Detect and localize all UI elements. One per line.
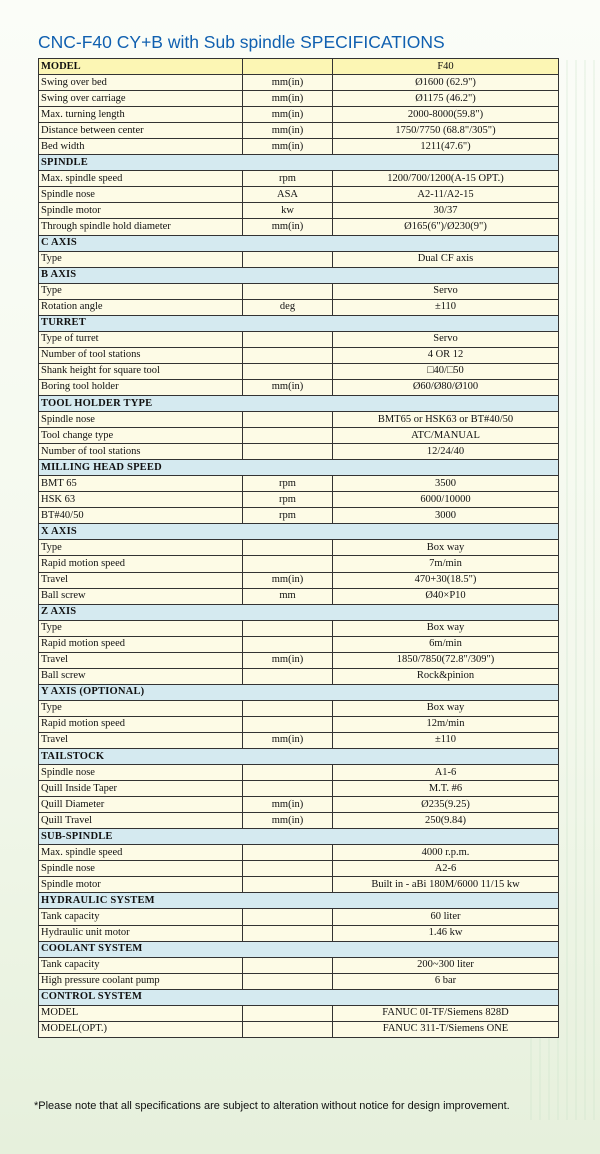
spec-unit bbox=[243, 540, 333, 556]
spec-label: Tool change type bbox=[39, 428, 243, 444]
spec-value: Ø1175 (46.2") bbox=[333, 91, 559, 107]
spec-value: ±110 bbox=[333, 732, 559, 748]
spec-row bbox=[39, 75, 559, 91]
spec-label: Spindle nose bbox=[39, 412, 243, 428]
spec-value: 1750/7750 (68.8"/305") bbox=[333, 123, 559, 139]
spec-row bbox=[39, 219, 559, 235]
spec-unit bbox=[243, 668, 333, 684]
spec-row bbox=[39, 492, 559, 508]
spec-table bbox=[38, 58, 559, 1038]
section-title: SPINDLE bbox=[39, 155, 559, 171]
spec-row bbox=[39, 203, 559, 219]
section-title: COOLANT SYSTEM bbox=[39, 941, 559, 957]
spec-value: Ø60/Ø80/Ø100 bbox=[333, 379, 559, 395]
footnote: *Please note that all specifications are subject to alteration without notice for design improvement. bbox=[34, 1100, 510, 1112]
spec-label: Type bbox=[39, 540, 243, 556]
section-title: TOOL HOLDER TYPE bbox=[39, 395, 559, 411]
spec-unit bbox=[243, 925, 333, 941]
section-header-row bbox=[39, 460, 559, 476]
spec-row bbox=[39, 909, 559, 925]
spec-row bbox=[39, 765, 559, 781]
spec-row bbox=[39, 957, 559, 973]
spec-label: Quill Inside Taper bbox=[39, 781, 243, 797]
spec-label: Spindle motor bbox=[39, 877, 243, 893]
spec-row bbox=[39, 347, 559, 363]
section-title: HYDRAULIC SYSTEM bbox=[39, 893, 559, 909]
spec-row bbox=[39, 428, 559, 444]
spec-value: 12m/min bbox=[333, 716, 559, 732]
spec-value: 7m/min bbox=[333, 556, 559, 572]
spec-unit bbox=[243, 781, 333, 797]
spec-unit: mm(in) bbox=[243, 379, 333, 395]
spec-row bbox=[39, 1021, 559, 1037]
section-header-row bbox=[39, 829, 559, 845]
spec-value: M.T. #6 bbox=[333, 781, 559, 797]
spec-label: Ball screw bbox=[39, 588, 243, 604]
spec-label: Travel bbox=[39, 572, 243, 588]
spec-unit bbox=[243, 861, 333, 877]
spec-row bbox=[39, 107, 559, 123]
spec-row bbox=[39, 251, 559, 267]
spec-unit: rpm bbox=[243, 508, 333, 524]
spec-label: Quill Travel bbox=[39, 813, 243, 829]
spec-label: Spindle nose bbox=[39, 861, 243, 877]
spec-unit bbox=[243, 700, 333, 716]
spec-unit: mm(in) bbox=[243, 652, 333, 668]
spec-row bbox=[39, 797, 559, 813]
spec-unit: mm(in) bbox=[243, 572, 333, 588]
spec-label: Rotation angle bbox=[39, 299, 243, 315]
spec-value: Ø40×P10 bbox=[333, 588, 559, 604]
spec-unit bbox=[243, 877, 333, 893]
spec-label: Tank capacity bbox=[39, 909, 243, 925]
spec-unit: mm(in) bbox=[243, 91, 333, 107]
section-title: TAILSTOCK bbox=[39, 749, 559, 765]
spec-unit: rpm bbox=[243, 171, 333, 187]
spec-row bbox=[39, 363, 559, 379]
spec-unit: ASA bbox=[243, 187, 333, 203]
spec-label: Type bbox=[39, 251, 243, 267]
spec-value: FANUC 0I-TF/Siemens 828D bbox=[333, 1005, 559, 1021]
spec-row bbox=[39, 732, 559, 748]
spec-row bbox=[39, 283, 559, 299]
section-title: SUB-SPINDLE bbox=[39, 829, 559, 845]
spec-unit bbox=[243, 363, 333, 379]
section-header-row bbox=[39, 989, 559, 1005]
spec-value: 30/37 bbox=[333, 203, 559, 219]
spec-row bbox=[39, 171, 559, 187]
spec-label: Travel bbox=[39, 652, 243, 668]
spec-value: A2-11/A2-15 bbox=[333, 187, 559, 203]
section-header-row bbox=[39, 395, 559, 411]
spec-label: Type bbox=[39, 700, 243, 716]
spec-unit: mm(in) bbox=[243, 219, 333, 235]
spec-unit: rpm bbox=[243, 492, 333, 508]
spec-row bbox=[39, 123, 559, 139]
spec-unit bbox=[243, 973, 333, 989]
spec-row bbox=[39, 845, 559, 861]
spec-row bbox=[39, 139, 559, 155]
section-title: CONTROL SYSTEM bbox=[39, 989, 559, 1005]
section-header-row bbox=[39, 235, 559, 251]
spec-label: BT#40/50 bbox=[39, 508, 243, 524]
spec-label: Type bbox=[39, 620, 243, 636]
spec-value: A1-6 bbox=[333, 765, 559, 781]
spec-label: Shank height for square tool bbox=[39, 363, 243, 379]
spec-value: 4 OR 12 bbox=[333, 347, 559, 363]
spec-row bbox=[39, 476, 559, 492]
section-header-row bbox=[39, 749, 559, 765]
spec-unit bbox=[243, 909, 333, 925]
spec-label: Swing over carriage bbox=[39, 91, 243, 107]
spec-row bbox=[39, 620, 559, 636]
spec-row bbox=[39, 379, 559, 395]
spec-unit bbox=[243, 765, 333, 781]
spec-unit bbox=[243, 347, 333, 363]
spec-label: BMT 65 bbox=[39, 476, 243, 492]
section-header-row bbox=[39, 684, 559, 700]
spec-row bbox=[39, 412, 559, 428]
spec-label: High pressure coolant pump bbox=[39, 973, 243, 989]
spec-label: Type of turret bbox=[39, 331, 243, 347]
spec-label: Spindle motor bbox=[39, 203, 243, 219]
spec-label: Hydraulic unit motor bbox=[39, 925, 243, 941]
spec-unit: mm(in) bbox=[243, 813, 333, 829]
spec-row bbox=[39, 700, 559, 716]
spec-unit bbox=[243, 1005, 333, 1021]
spec-label: Spindle nose bbox=[39, 187, 243, 203]
spec-row bbox=[39, 331, 559, 347]
spec-unit: rpm bbox=[243, 476, 333, 492]
spec-label: Ball screw bbox=[39, 668, 243, 684]
spec-row bbox=[39, 925, 559, 941]
section-header-row bbox=[39, 941, 559, 957]
spec-unit bbox=[243, 251, 333, 267]
spec-row bbox=[39, 540, 559, 556]
spec-value: 60 liter bbox=[333, 909, 559, 925]
section-title: MILLING HEAD SPEED bbox=[39, 460, 559, 476]
spec-value: 12/24/40 bbox=[333, 444, 559, 460]
section-header-row bbox=[39, 604, 559, 620]
spec-value: ±110 bbox=[333, 299, 559, 315]
spec-value: Servo bbox=[333, 331, 559, 347]
spec-value: 1200/700/1200(A-15 OPT.) bbox=[333, 171, 559, 187]
spec-table-body bbox=[39, 59, 559, 1038]
section-header-row bbox=[39, 524, 559, 540]
spec-label: Bed width bbox=[39, 139, 243, 155]
spec-row bbox=[39, 668, 559, 684]
spec-unit bbox=[243, 620, 333, 636]
spec-label: Max. spindle speed bbox=[39, 171, 243, 187]
spec-label: Number of tool stations bbox=[39, 444, 243, 460]
spec-value: 4000 r.p.m. bbox=[333, 845, 559, 861]
spec-value: ATC/MANUAL bbox=[333, 428, 559, 444]
spec-row bbox=[39, 716, 559, 732]
table-header-row bbox=[39, 59, 559, 75]
spec-row bbox=[39, 861, 559, 877]
spec-value: Rock&pinion bbox=[333, 668, 559, 684]
section-title: Y AXIS (OPTIONAL) bbox=[39, 684, 559, 700]
section-title: B AXIS bbox=[39, 267, 559, 283]
spec-row bbox=[39, 572, 559, 588]
spec-unit: deg bbox=[243, 299, 333, 315]
spec-row bbox=[39, 781, 559, 797]
spec-value: 2000-8000(59.8") bbox=[333, 107, 559, 123]
spec-row bbox=[39, 508, 559, 524]
spec-label: Max. turning length bbox=[39, 107, 243, 123]
spec-row bbox=[39, 877, 559, 893]
spec-label: Number of tool stations bbox=[39, 347, 243, 363]
spec-row bbox=[39, 91, 559, 107]
spec-value: 250(9.84) bbox=[333, 813, 559, 829]
spec-unit: mm bbox=[243, 588, 333, 604]
spec-label: Tank capacity bbox=[39, 957, 243, 973]
spec-unit bbox=[243, 428, 333, 444]
spec-unit: mm(in) bbox=[243, 107, 333, 123]
header-label: MODEL bbox=[39, 59, 243, 75]
spec-value: □40/□50 bbox=[333, 363, 559, 379]
spec-label: MODEL bbox=[39, 1005, 243, 1021]
spec-row bbox=[39, 1005, 559, 1021]
spec-value: 1211(47.6") bbox=[333, 139, 559, 155]
spec-unit: kw bbox=[243, 203, 333, 219]
header-unit bbox=[243, 59, 333, 75]
spec-value: FANUC 311-T/Siemens ONE bbox=[333, 1021, 559, 1037]
spec-row bbox=[39, 187, 559, 203]
spec-value: Box way bbox=[333, 620, 559, 636]
spec-unit bbox=[243, 845, 333, 861]
section-header-row bbox=[39, 267, 559, 283]
spec-unit bbox=[243, 1021, 333, 1037]
header-model-value: F40 bbox=[333, 59, 559, 75]
spec-row bbox=[39, 299, 559, 315]
spec-value: Box way bbox=[333, 540, 559, 556]
spec-row bbox=[39, 444, 559, 460]
section-title: Z AXIS bbox=[39, 604, 559, 620]
spec-row bbox=[39, 636, 559, 652]
spec-label: Spindle nose bbox=[39, 765, 243, 781]
spec-row bbox=[39, 588, 559, 604]
spec-label: Boring tool holder bbox=[39, 379, 243, 395]
spec-unit: mm(in) bbox=[243, 732, 333, 748]
spec-unit bbox=[243, 331, 333, 347]
spec-unit bbox=[243, 716, 333, 732]
section-header-row bbox=[39, 155, 559, 171]
spec-value: A2-6 bbox=[333, 861, 559, 877]
spec-unit: mm(in) bbox=[243, 139, 333, 155]
spec-label: Distance between center bbox=[39, 123, 243, 139]
spec-label: Through spindle hold diameter bbox=[39, 219, 243, 235]
spec-label: Travel bbox=[39, 732, 243, 748]
spec-unit bbox=[243, 636, 333, 652]
spec-value: 3500 bbox=[333, 476, 559, 492]
spec-value: Ø165(6")/Ø230(9") bbox=[333, 219, 559, 235]
section-title: X AXIS bbox=[39, 524, 559, 540]
spec-value: 200~300 liter bbox=[333, 957, 559, 973]
spec-label: HSK 63 bbox=[39, 492, 243, 508]
spec-label: Rapid motion speed bbox=[39, 716, 243, 732]
spec-label: Max. spindle speed bbox=[39, 845, 243, 861]
spec-value: Ø1600 (62.9") bbox=[333, 75, 559, 91]
spec-label: Rapid motion speed bbox=[39, 556, 243, 572]
spec-unit bbox=[243, 556, 333, 572]
page-title: CNC-F40 CY+B with Sub spindle SPECIFICATIONS bbox=[38, 32, 445, 52]
spec-label: Quill Diameter bbox=[39, 797, 243, 813]
section-header-row bbox=[39, 893, 559, 909]
spec-value: Box way bbox=[333, 700, 559, 716]
spec-value: 3000 bbox=[333, 508, 559, 524]
spec-label: Type bbox=[39, 283, 243, 299]
spec-value: 1850/7850(72.8"/309") bbox=[333, 652, 559, 668]
spec-unit: mm(in) bbox=[243, 797, 333, 813]
spec-value: Ø235(9.25) bbox=[333, 797, 559, 813]
spec-label: Rapid motion speed bbox=[39, 636, 243, 652]
spec-value: BMT65 or HSK63 or BT#40/50 bbox=[333, 412, 559, 428]
spec-unit: mm(in) bbox=[243, 123, 333, 139]
section-title: C AXIS bbox=[39, 235, 559, 251]
spec-unit bbox=[243, 283, 333, 299]
spec-value: 6000/10000 bbox=[333, 492, 559, 508]
spec-unit bbox=[243, 957, 333, 973]
spec-value: 470+30(18.5") bbox=[333, 572, 559, 588]
spec-row bbox=[39, 813, 559, 829]
spec-value: 6 bar bbox=[333, 973, 559, 989]
spec-row bbox=[39, 556, 559, 572]
spec-unit bbox=[243, 444, 333, 460]
section-title: TURRET bbox=[39, 315, 559, 331]
section-header-row bbox=[39, 315, 559, 331]
spec-value: Built in - aBi 180M/6000 11/15 kw bbox=[333, 877, 559, 893]
spec-unit bbox=[243, 412, 333, 428]
spec-value: Servo bbox=[333, 283, 559, 299]
spec-label: MODEL(OPT.) bbox=[39, 1021, 243, 1037]
spec-row bbox=[39, 973, 559, 989]
spec-value: 6m/min bbox=[333, 636, 559, 652]
spec-label: Swing over bed bbox=[39, 75, 243, 91]
spec-row bbox=[39, 652, 559, 668]
spec-value: 1.46 kw bbox=[333, 925, 559, 941]
spec-value: Dual CF axis bbox=[333, 251, 559, 267]
spec-unit: mm(in) bbox=[243, 75, 333, 91]
